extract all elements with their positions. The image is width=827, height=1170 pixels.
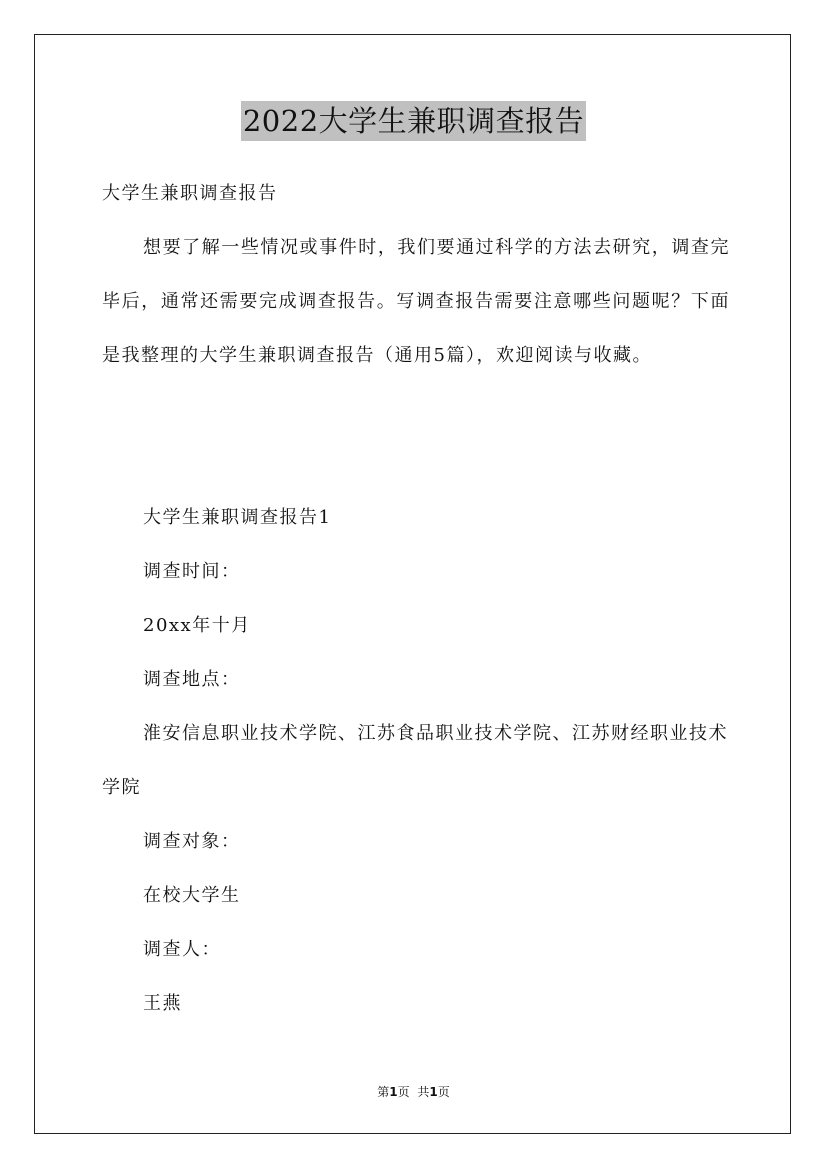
footer-total-prefix: 共 [417,1085,430,1099]
survey-subject-label: 调查对象： [143,831,241,852]
footer-page-number: 1 [389,1085,398,1099]
footer-total-suffix: 页 [437,1085,450,1099]
page-footer [0,1084,827,1100]
surveyor-value: 王燕 [143,993,182,1014]
survey-time-label: 调查时间： [143,561,241,582]
footer-page-suffix: 页 [397,1085,410,1099]
footer-page-prefix: 第 [377,1085,390,1099]
document-title: 2022大学生兼职调查报告 [241,101,586,141]
footer-total-number: 1 [429,1085,438,1099]
document-title-container [0,101,827,141]
surveyor-label: 调查人： [143,939,221,960]
report-heading: 大学生兼职调查报告1 [143,507,332,528]
survey-location-value: 淮安信息职业技术学院、江苏食品职业技术学院、江苏财经职业技术学院 [102,723,728,798]
intro-paragraph: 想要了解一些情况或事件时，我们要通过科学的方法去研究，调查完毕后，通常还需要完成调查报告。写调查报告需要注意哪些问题呢？下面是我整理的大学生兼职调查报告（通用5篇），欢迎阅读与收藏。 [102,237,730,366]
survey-time-value: 20xx年十月 [143,615,251,636]
document-subtitle: 大学生兼职调查报告 [102,183,278,204]
survey-subject-value: 在校大学生 [143,885,241,906]
survey-location-label: 调查地点： [143,669,241,690]
